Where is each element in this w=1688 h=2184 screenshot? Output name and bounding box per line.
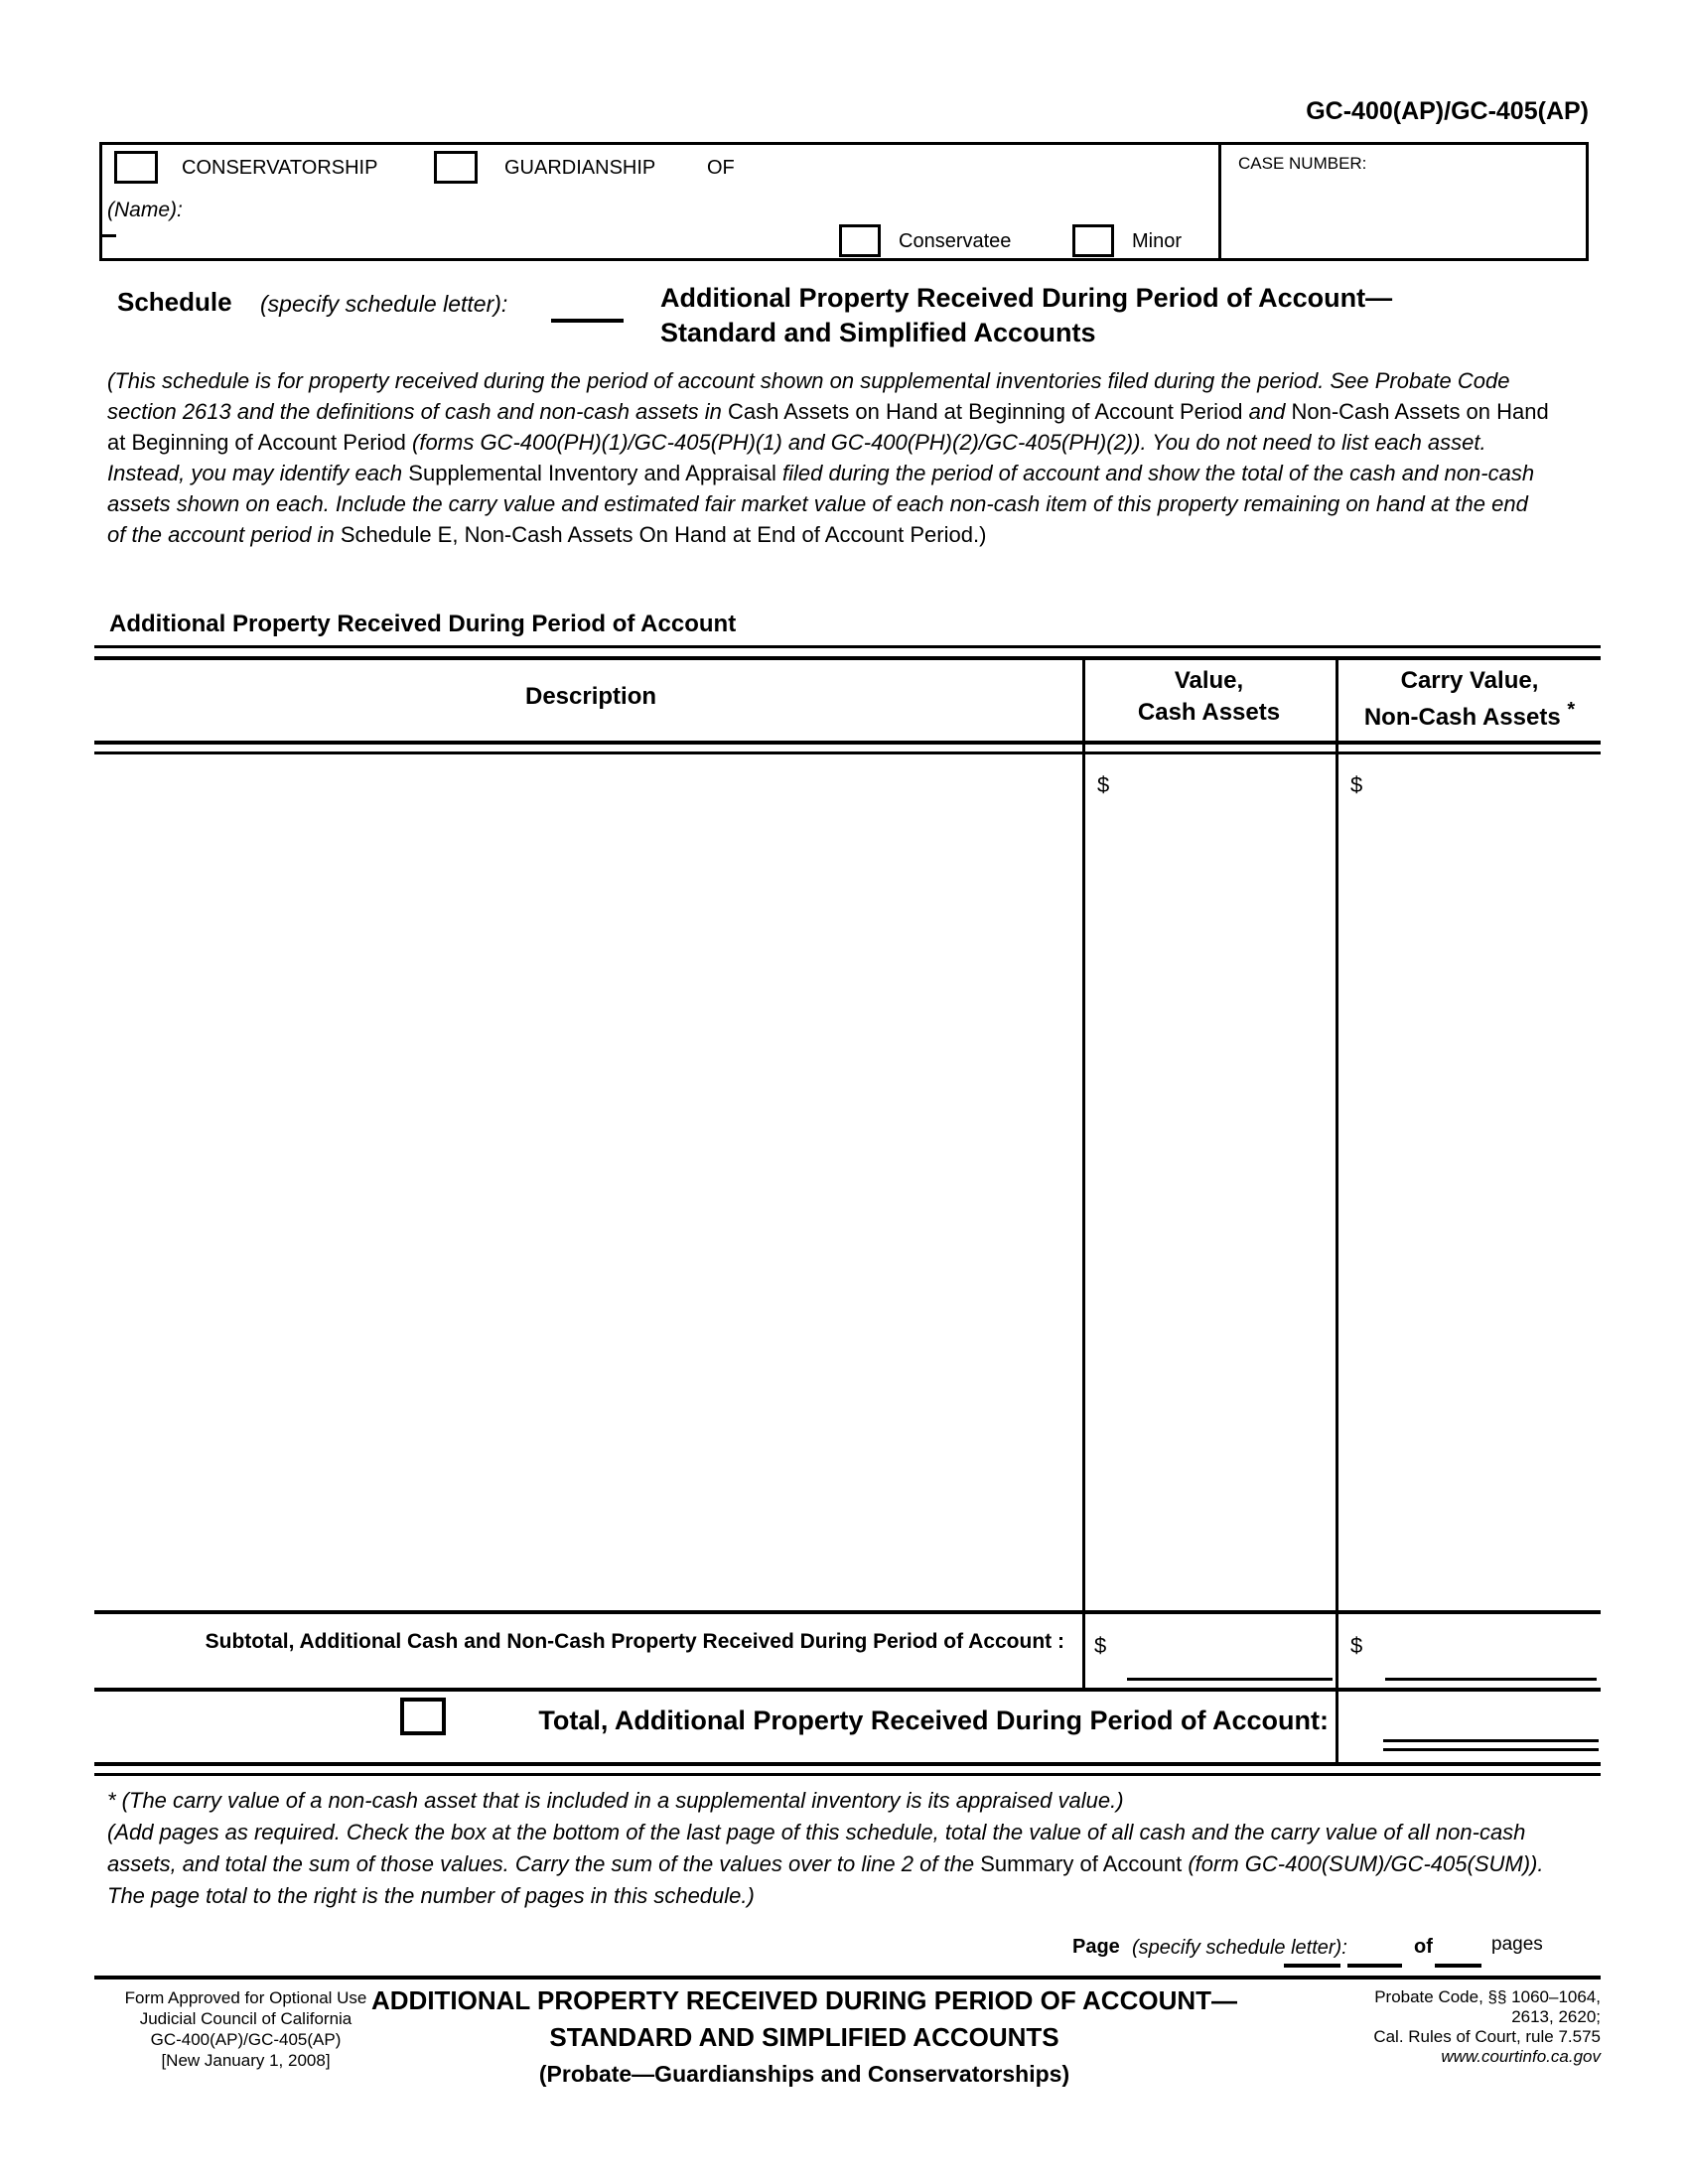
column-header-description: Description — [524, 683, 657, 710]
intro-part-4: Non-Cash Assets on Hand at Beginning of Account Period — [107, 399, 1549, 455]
table-column-divider-2 — [1336, 656, 1338, 1764]
footer-probate-code-line1: Probate Code, §§ 1060–1064, — [1374, 1987, 1601, 2006]
column-header-value-line2: Cash Assets — [1137, 699, 1281, 726]
intro-part-5: (forms GC-400(PH)(1)/GC-405(PH)(1) and GC-400(PH)(2)/GC-405(PH)(2)). You do not need to list each asset. Instead, you may identify each — [107, 430, 1486, 485]
intro-part-8: Schedule E, Non-Cash Assets On Hand at End of Account Period.) — [340, 522, 987, 547]
footnote-block — [107, 1785, 1557, 1912]
minor-label: Minor — [1132, 230, 1183, 252]
description-entry-area[interactable] — [99, 759, 1077, 1603]
total-checkbox[interactable] — [400, 1698, 446, 1735]
intro-part-3: and — [1248, 399, 1292, 424]
schedule-label: Schedule — [117, 287, 232, 317]
table-column-divider-1 — [1082, 656, 1085, 1690]
footer-website-line: www.courtinfo.ca.gov — [1441, 2047, 1601, 2066]
case-number-field[interactable] — [1238, 179, 1576, 248]
footer-revision-line: [New January 1, 2008] — [161, 2051, 331, 2070]
form-number: GC-400(AP)/GC-405(AP) — [1306, 97, 1589, 125]
subtotal-cash-blank[interactable] — [1127, 1678, 1333, 1681]
body-dollar-noncash: $ — [1350, 772, 1363, 797]
schedule-title-line2: Standard and Simplified Accounts — [660, 318, 1096, 347]
table-top-rule-2 — [94, 656, 1601, 660]
footer-title-line2: STANDARD AND SIMPLIFIED ACCOUNTS — [549, 2022, 1059, 2052]
page-label: Page — [1072, 1936, 1120, 1958]
page-number-blank[interactable] — [1347, 1964, 1402, 1968]
footer-center-block — [348, 1985, 1261, 2088]
schedule-title-line1: Additional Property Received During Period of Account— — [660, 283, 1393, 313]
footer-form-number-line: GC-400(AP)/GC-405(AP) — [150, 2030, 342, 2049]
total-label: Total, Additional Property Received During Period of Account: — [538, 1706, 1329, 1735]
guardianship-checkbox[interactable] — [434, 151, 478, 184]
intro-part-6: Supplemental Inventory and Appraisal — [408, 461, 782, 485]
of-label: OF — [707, 157, 735, 179]
footer-probate-code-line2: 2613, 2620; — [1511, 2007, 1601, 2026]
minor-checkbox[interactable] — [1072, 224, 1114, 257]
body-dollar-cash: $ — [1097, 772, 1110, 797]
subtotal-top-rule — [94, 1610, 1601, 1614]
subtotal-noncash-blank[interactable] — [1385, 1678, 1597, 1681]
footnote-line1: * (The carry value of a non-cash asset that is included in a supplemental inventory is its appraised value.) — [107, 1788, 1124, 1813]
conservatorship-checkbox[interactable] — [114, 151, 158, 184]
footnote-part-3: (form GC-400(SUM)/GC-405(SUM)). The page total to the right is the number of pages in this schedule.) — [107, 1851, 1544, 1908]
footer-title-line3: (Probate—Guardianships and Conservatorships) — [538, 2061, 1070, 2087]
case-number-label: CASE NUMBER: — [1238, 154, 1367, 173]
section-heading: Additional Property Received During Period of Account — [109, 611, 737, 637]
table-top-rule-1 — [94, 645, 1601, 648]
footer-title-line1: ADDITIONAL PROPERTY RECEIVED DURING PERIOD OF ACCOUNT— — [370, 1985, 1238, 2015]
intro-part-1: (This schedule is for property received during the period of account shown on supplemental inventories filed during the period. See Probate Code section 2613 and the definitions of cash and non-cash assets in — [107, 368, 1510, 424]
conservatorship-label: CONSERVATORSHIP — [182, 157, 378, 179]
caption-box-divider — [1218, 145, 1221, 258]
page-specify-label: (specify schedule letter): — [1132, 1937, 1347, 1959]
footer-rule — [94, 1976, 1601, 1979]
subtotal-label: Subtotal, Additional Cash and Non-Cash Property Received During Period of Account : — [205, 1630, 1064, 1653]
table-header-rule-1 — [94, 741, 1601, 745]
noncash-value-entry-area[interactable] — [1380, 759, 1599, 1603]
name-fill-line[interactable] — [99, 234, 116, 237]
intro-part-7: filed during the period of account and show the total of the cash and non-cash assets shown on each. Include the carry value and estimated fair market value of each non-cash item of this property remaining on hand at the end of the account period in — [107, 461, 1535, 547]
column-header-carry-line2 — [1338, 699, 1601, 732]
subtotal-bottom-rule — [94, 1688, 1601, 1692]
carry-asterisk: * — [1567, 699, 1576, 721]
schedule-specify-label: (specify schedule letter): — [260, 291, 508, 317]
table-header-rule-2 — [94, 751, 1601, 754]
footer-right-block — [1261, 1987, 1601, 2067]
cash-value-entry-area[interactable] — [1122, 759, 1331, 1603]
schedule-letter-blank[interactable] — [551, 319, 624, 323]
guardianship-label: GUARDIANSHIP — [504, 157, 656, 179]
pages-total-blank[interactable] — [1435, 1964, 1481, 1968]
column-header-carry-text: Non-Cash Assets — [1363, 704, 1561, 731]
page-schedule-letter-blank[interactable] — [1284, 1964, 1340, 1968]
total-double-underline-2 — [1383, 1748, 1599, 1751]
column-header-value-line1: Value, — [1174, 667, 1244, 694]
footer-rules-of-court-line: Cal. Rules of Court, rule 7.575 — [1373, 2027, 1601, 2046]
table-bottom-rule-2 — [94, 1773, 1601, 1776]
column-header-carry-line1: Carry Value, — [1400, 667, 1539, 694]
subtotal-dollar-cash: $ — [1094, 1633, 1107, 1658]
intro-part-2: Cash Assets on Hand at Beginning of Account Period — [727, 399, 1249, 424]
conservatee-label: Conservatee — [899, 230, 1012, 252]
conservatee-checkbox[interactable] — [839, 224, 881, 257]
footer-council-line: Judicial Council of California — [139, 2009, 352, 2028]
footer-approval-line: Form Approved for Optional Use — [124, 1988, 367, 2007]
total-double-underline-1[interactable] — [1383, 1739, 1599, 1742]
name-label: (Name): — [107, 199, 183, 221]
subtotal-dollar-noncash: $ — [1350, 1633, 1363, 1658]
pages-label: pages — [1491, 1934, 1543, 1955]
page-of-label: of — [1414, 1936, 1433, 1958]
footnote-part-1: (Add pages as required. Check the box at the bottom of the last page of this schedule, total the value of all cash and the carry value of all non-cash assets, and total the sum of those values. Carry the sum of the values over to line 2 of the — [107, 1820, 1526, 1876]
footnote-part-2: Summary of Account — [980, 1851, 1189, 1876]
table-bottom-rule-1 — [94, 1762, 1601, 1766]
intro-paragraph — [107, 365, 1552, 550]
